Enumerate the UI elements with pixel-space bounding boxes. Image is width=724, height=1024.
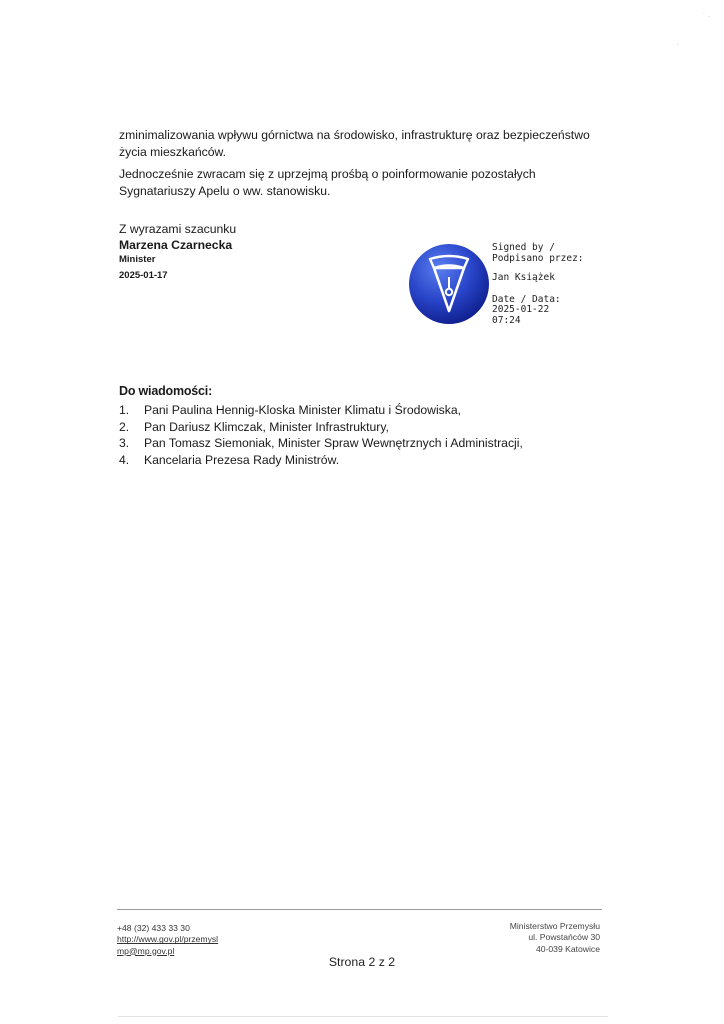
bottom-scan-line bbox=[118, 1016, 608, 1017]
list-number: 3. bbox=[119, 436, 130, 450]
letter-paragraph: Jednocześnie zwracam się z uprzejmą prośbą o poinformowanie pozostałych Sygnatariuszy Apelu o ww. stanowisku. bbox=[119, 167, 536, 198]
list-number: 1. bbox=[119, 403, 130, 417]
list-number: 2. bbox=[119, 419, 130, 434]
footer-street: ul. Powstańców 30 bbox=[528, 932, 600, 943]
footer-phone: +48 (32) 433 33 30 bbox=[117, 923, 190, 933]
list-item bbox=[119, 452, 523, 469]
page-number: Strona 2 z 2 bbox=[328, 955, 396, 969]
recipient-text: Pani Paulina Hennig-Kloska Minister Klimatu i Środowiska, bbox=[144, 403, 462, 417]
signer-name: Jan Książek bbox=[492, 272, 555, 283]
signed-by-label: Podpisano przez: bbox=[492, 252, 584, 264]
footer-city: 40-039 Katowice bbox=[535, 943, 600, 954]
signature-block bbox=[119, 221, 236, 283]
recipient-text: Pan Dariusz Klimczak, Minister Infrastruktury, bbox=[144, 419, 389, 434]
signature-date-label: Date / Data: bbox=[492, 293, 561, 305]
scan-artifact-mark: · bbox=[676, 40, 679, 49]
footer-contact bbox=[117, 923, 218, 957]
signature-date-value: 2025-01-22 bbox=[492, 304, 550, 315]
list-item bbox=[119, 402, 523, 419]
fountain-pen-nib-icon bbox=[408, 243, 490, 325]
signature-time-value: 07:24 bbox=[492, 314, 521, 326]
recipients-section bbox=[119, 383, 523, 468]
recipients-list bbox=[119, 402, 523, 468]
recipient-text: Pan Tomasz Siemoniak, Minister Spraw Wewnętrznych i Administracji, bbox=[144, 436, 523, 450]
closing-phrase: Z wyrazami szacunku bbox=[119, 222, 237, 236]
signatory-name: Marzena Czarnecka bbox=[119, 238, 233, 252]
letter-paragraph: zminimalizowania wpływu górnictwa na środowisko, infrastrukturę oraz bezpieczeństwo życia mieszkańców. bbox=[119, 128, 590, 159]
footer-email-link[interactable]: mp@mp.gov.pl bbox=[117, 945, 175, 956]
signature-date: 2025-01-17 bbox=[119, 270, 168, 281]
signed-by-label: Signed by / bbox=[492, 242, 555, 253]
list-item bbox=[119, 435, 523, 452]
footer-address bbox=[510, 921, 600, 955]
footer-divider bbox=[117, 909, 602, 910]
list-item bbox=[119, 419, 523, 436]
list-number: 4. bbox=[119, 452, 130, 467]
footer-website-link[interactable]: http://www.gov.pl/przemysl bbox=[117, 934, 219, 945]
footer-org: Ministerstwo Przemysłu bbox=[509, 921, 600, 931]
recipient-text: Kancelaria Prezesa Rady Ministrów. bbox=[144, 452, 340, 467]
recipients-title: Do wiadomości: bbox=[119, 384, 213, 398]
electronic-signature-info bbox=[492, 243, 584, 326]
scan-artifact-mark: ˙ · bbox=[703, 12, 711, 21]
signatory-role: Minister bbox=[119, 254, 156, 265]
